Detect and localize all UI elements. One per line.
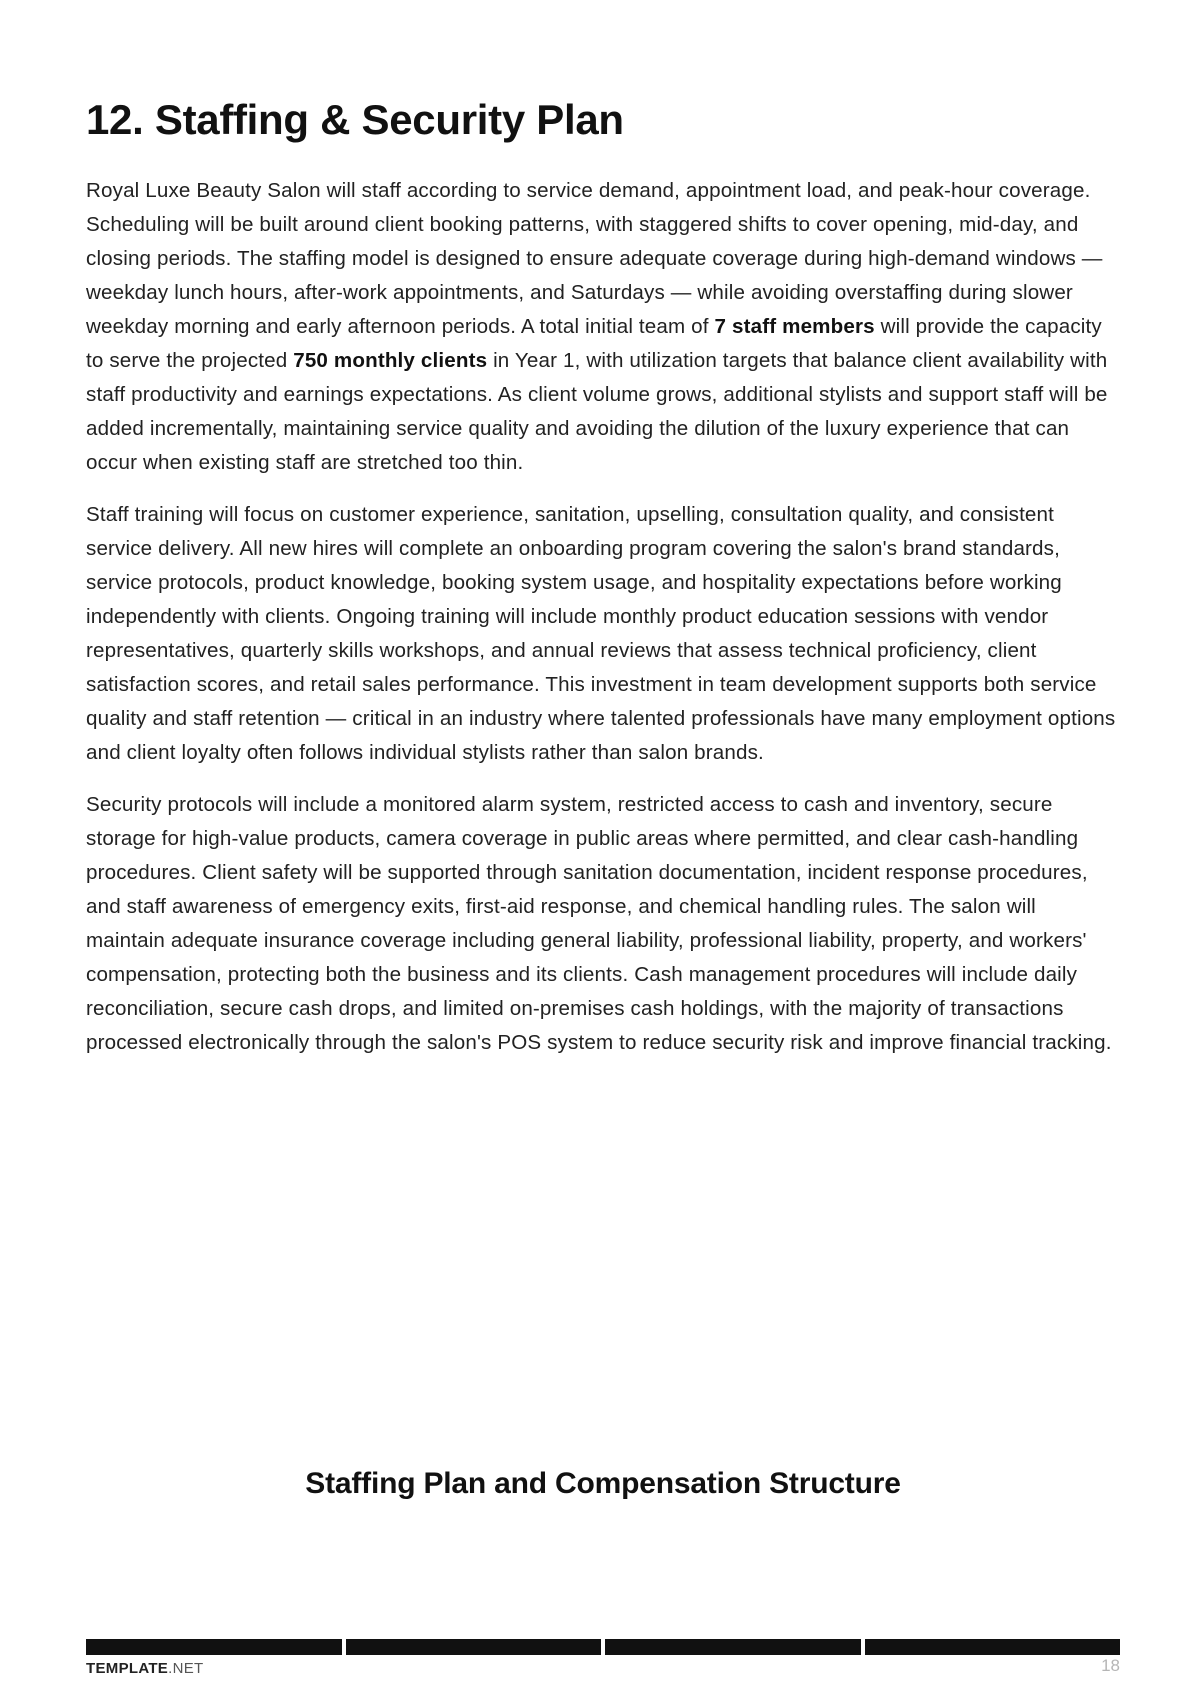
page-number: 18 (1101, 1656, 1120, 1675)
brand-name-suffix: .NET (168, 1660, 204, 1677)
paragraph-security-protocols: Security protocols will include a monitored alarm system, restricted access to cash and inventory, secure storage for high-value products, camera coverage in public areas where permitted, and clear cash-handling procedures. Client safety will be supported through sanitation documentation, incident response procedures, and staff awareness of emergency exits, first-aid response, and chemical handling rules. The salon will maintain adequate insurance coverage including general liability, professional liability, property, and workers' compensation, protecting both the business and its clients. Cash management procedures will include daily reconciliation, secure cash drops, and limited on-premises cash holdings, with the majority of transactions processed electronically through the salon's POS system to reduce security risk and improve financial tracking. (86, 793, 1112, 1055)
section-title: 12. Staffing & Security Plan (86, 96, 624, 143)
brand-name-strong: TEMPLATE (86, 1660, 169, 1677)
footer-bar (865, 1639, 1121, 1655)
page-content (86, 96, 1120, 1078)
subheading-staffing-plan: Staffing Plan and Compensation Structure (305, 1467, 901, 1500)
footer-brand-logo (86, 1660, 204, 1677)
paragraph-text: in Year 1, with utilization targets that balance client availability with staff productivity and earnings expectations. As client volume grows, additional stylists and support staff will be added incrementally, maintaining service quality and avoiding the dilution of the luxury experience that can occur when existing staff are stretched too thin. (86, 349, 1108, 475)
paragraph-staff-training: Staff training will focus on customer experience, sanitation, upselling, consultation quality, and consistent service delivery. All new hires will complete an onboarding program covering the salon's brand standards, service protocols, product knowledge, booking system usage, and hospitality expectations before working independently with clients. Ongoing training will include monthly product education sessions with vendor representatives, quarterly skills workshops, and annual reviews that assess technical proficiency, client satisfaction scores, and retail sales performance. This investment in team development supports both service quality and staff retention — critical in an industry where talented professionals have many employment options and client loyalty often follows individual stylists rather than salon brands. (86, 503, 1116, 765)
paragraph-staffing-model (86, 174, 1120, 480)
footer-bar (86, 1639, 342, 1655)
paragraph-text: Royal Luxe Beauty Salon will staff according to service demand, appointment load, and peak-hour coverage. Scheduling will be built around client booking patterns, with staggered shifts to cover opening, mid-day, and closing periods. The staffing model is designed to ensure adequate coverage during high-demand windows — weekday lunch hours, after-work appointments, and Saturdays — while avoiding overstaffing during slower weekday morning and early afternoon periods. A total initial team of (86, 179, 1103, 339)
footer-bar (605, 1639, 861, 1655)
footer-bar (346, 1639, 602, 1655)
footer-divider-bars (86, 1639, 1120, 1655)
bold-staff-count: 7 staff members (714, 315, 875, 339)
bold-monthly-clients: 750 monthly clients (293, 349, 488, 373)
paragraph-text: will provide the capacity to serve the projected (86, 315, 1102, 373)
